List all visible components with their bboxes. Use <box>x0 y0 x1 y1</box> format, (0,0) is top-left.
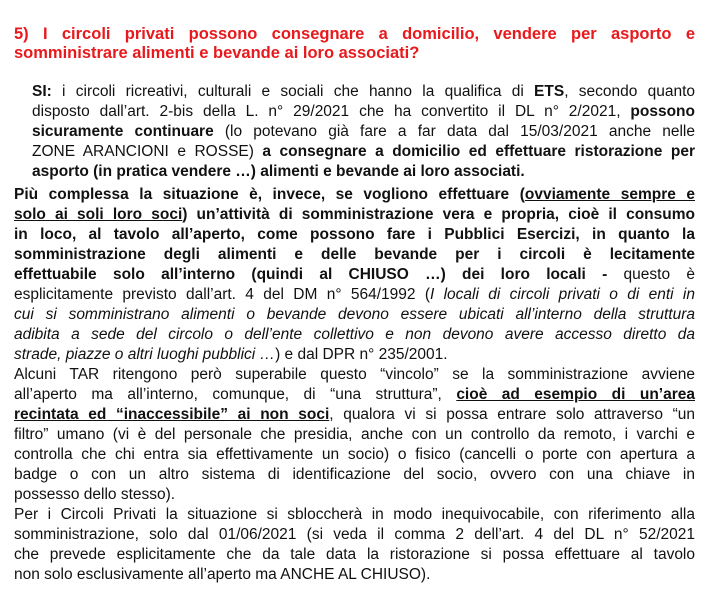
para2-line-6 <box>14 285 695 305</box>
answer-line-4 <box>32 142 695 162</box>
answer-text: ZONE ARANCIONI e ROSSE) <box>32 143 263 160</box>
para3-line-3 <box>14 405 695 425</box>
para4-line-1: Per i Circoli Privati la situazione si sbloccherà in modo inequivocabile, con riferimento alla <box>14 506 695 523</box>
para2-line-9 <box>14 345 448 365</box>
answer-line-2 <box>32 102 695 122</box>
para3-line-7: possesso dello stesso). <box>14 486 176 503</box>
answer-si: SI: <box>32 83 52 100</box>
para2-text: ) e dal DPR n° 235/2001. <box>275 346 448 363</box>
para2-text: questo è <box>607 266 695 283</box>
answer-text: , secondo quanto <box>564 83 695 100</box>
para3-text: all’aperto ma all’interno, comunque, di “una struttura”, <box>14 386 457 403</box>
answer-bold: sicuramente continuare <box>32 123 214 140</box>
para2-italic: strade, piazze o altri luoghi pubblici … <box>14 346 276 363</box>
para2-underlined: solo ai soli loro soci <box>14 206 183 223</box>
answer-line-1 <box>32 82 695 102</box>
answer-text: (lo potevano già fare a far data dal 15/03/2021 anche nelle <box>213 123 695 140</box>
para3-underlined: cioè ad esempio di un’area <box>456 386 695 403</box>
para2-line-7 <box>14 305 695 325</box>
para2-bold: ) un’attività di somministrazione vera e propria, cioè il consumo <box>182 206 695 223</box>
para2-line-5 <box>14 265 695 285</box>
para3-line-5: controlla che chi entra sia effettivamente un socio) o fisico (cancelli o porte con apertura a <box>14 446 695 463</box>
question-line-1: 5) I circoli privati possono consegnare a domicilio, vendere per asporto e <box>14 25 695 43</box>
para3-line-2 <box>14 385 695 405</box>
para2-italic: I locali di circoli privati o di enti in <box>429 286 695 303</box>
para3-line-1: Alcuni TAR ritengono però superabile questo “vincolo” se la somministrazione avviene <box>14 366 695 383</box>
answer-text: disposto dall’art. 2-bis della L. n° 29/2021 che ha convertito il DL n° 2/2021, <box>32 103 631 120</box>
para2-line-1 <box>14 185 695 205</box>
para4-line-3: che prevede esplicitamente che da tale data la ristorazione si possa effettuare al tavolo <box>14 546 695 563</box>
para3-line-6: badge o con un altro sistema di identificazione del socio, ovvero con una chiave in <box>14 466 695 483</box>
question-line-2: somministrare alimenti e bevande ai loro associati? <box>14 44 420 62</box>
para2-line-8 <box>14 325 695 345</box>
para2-underlined: ovviamente sempre e <box>524 186 695 203</box>
para4-line-4: non solo esclusivamente all’aperto ma ANCHE AL CHIUSO). <box>14 566 431 583</box>
para2-bold: effettuabile solo all’interno (quindi al CHIUSO …) dei loro locali - <box>14 266 608 283</box>
para2-text: esplicitamente previsto dall’art. 4 del DM n° 564/1992 ( <box>14 286 430 303</box>
para2-bold: in loco, al tavolo all’aperto, come possono fare i Pubblici Esercizi, in quanto la <box>14 226 695 243</box>
answer-bold: a consegnare a domicilio ed effettuare ristorazione per <box>262 143 695 160</box>
para3-underlined: recintata ed “inaccessibile” ai non soci <box>14 406 330 423</box>
para2-bold: somministrazione degli alimenti e delle bevande per i circoli è lecitamente <box>14 246 695 263</box>
answer-line-3 <box>32 122 695 142</box>
answer-ets: ETS <box>534 83 565 100</box>
para2-bold: Più complessa la situazione è, invece, se vogliono effettuare ( <box>14 186 525 203</box>
answer-line-5 <box>32 162 525 182</box>
para3-text: , qualora vi si possa entrare solo attraverso “un <box>329 406 695 423</box>
para3-line-4: filtro” umano (vi è del personale che presidia, anche con un controllo da remoto, i varchi e <box>14 426 695 443</box>
para2-italic: cui si somministrano alimenti o bevande devono essere ubicati all’interno della struttura <box>14 306 695 323</box>
para4-line-2: somministrazione, solo dal 01/06/2021 (si veda il comma 2 dell’art. 4 del DL n° 52/2021 <box>14 526 695 543</box>
para2-italic: adibita a sede del circolo o dell’ente collettivo e non devono avere accesso diretto da <box>14 326 695 343</box>
para2-line-3 <box>14 225 695 245</box>
answer-bold: possono <box>630 103 695 120</box>
answer-bold: asporto (in pratica vendere …) alimenti e bevande ai loro associati. <box>32 163 525 180</box>
para2-line-2 <box>14 205 695 225</box>
para2-line-4 <box>14 245 695 265</box>
answer-text: i circoli ricreativi, culturali e sociali che hanno la qualifica di <box>51 83 535 100</box>
